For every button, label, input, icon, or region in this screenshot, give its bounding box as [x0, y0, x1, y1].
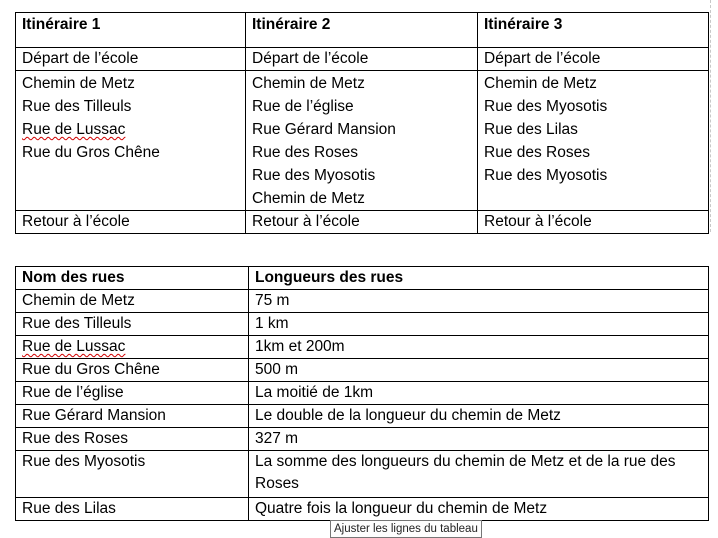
itineraries-route-row [16, 71, 709, 211]
itinerary-2-street: Rue de l’église [252, 98, 354, 115]
itinerary-2-street: Rue des Roses [252, 144, 358, 161]
table-row [16, 451, 709, 498]
street-length-header[interactable]: Longueurs des rues [249, 267, 709, 290]
itinerary-3-street: Chemin de Metz [484, 75, 597, 92]
itinerary-2-header[interactable]: Itinéraire 2 [246, 13, 478, 48]
table-row [16, 359, 709, 382]
table-row [16, 382, 709, 405]
street-name-cell[interactable]: Rue des Lilas [16, 498, 249, 521]
page-margin-guide [710, 0, 711, 232]
table-row [16, 290, 709, 313]
street-name-header[interactable]: Nom des rues [16, 267, 249, 290]
table-row [16, 313, 709, 336]
itinerary-3-route[interactable] [478, 71, 709, 211]
itineraries-start-row [16, 48, 709, 71]
itinerary-2-street: Chemin de Metz [252, 75, 365, 92]
street-name-cell[interactable] [16, 336, 249, 359]
table-row [16, 405, 709, 428]
itinerary-1-street: Rue du Gros Chêne [22, 144, 160, 161]
streets-header-row [16, 267, 709, 290]
itinerary-2-street: Rue Gérard Mansion [252, 121, 396, 138]
itinerary-3-street: Rue des Myosotis [484, 167, 608, 184]
street-name-cell[interactable]: Rue des Roses [16, 428, 249, 451]
table-row [16, 498, 709, 521]
itineraries-header-row [16, 13, 709, 48]
itinerary-3-start[interactable]: Départ de l’école [478, 48, 709, 71]
street-name-cell[interactable]: Rue de l’église [16, 382, 249, 405]
itinerary-3-street: Rue des Lilas [484, 121, 578, 138]
itineraries-end-row [16, 211, 709, 234]
itinerary-2-start[interactable]: Départ de l’école [246, 48, 478, 71]
street-name-cell[interactable]: Chemin de Metz [16, 290, 249, 313]
itineraries-table [15, 12, 709, 234]
itinerary-3-end[interactable]: Retour à l’école [478, 211, 709, 234]
itinerary-2-street: Rue des Myosotis [252, 167, 376, 184]
itinerary-3-header[interactable]: Itinéraire 3 [478, 13, 709, 48]
street-length-cell[interactable]: 1km et 200m [249, 336, 709, 359]
table-row [16, 428, 709, 451]
street-length-cell[interactable]: 327 m [249, 428, 709, 451]
adjust-table-rows-tooltip: Ajuster les lignes du tableau [330, 520, 482, 538]
itinerary-2-route[interactable] [246, 71, 478, 211]
street-name-cell[interactable]: Rue du Gros Chêne [16, 359, 249, 382]
itinerary-1-start[interactable]: Départ de l’école [16, 48, 246, 71]
street-lengths-table [15, 266, 709, 521]
street-length-cell[interactable]: La moitié de 1km [249, 382, 709, 405]
table-row [16, 336, 709, 359]
itinerary-3-street: Rue des Roses [484, 144, 590, 161]
itinerary-1-end[interactable]: Retour à l’école [16, 211, 246, 234]
street-name-cell[interactable]: Rue des Tilleuls [16, 313, 249, 336]
itinerary-2-end[interactable]: Retour à l’école [246, 211, 478, 234]
street-name-cell[interactable]: Rue des Myosotis [16, 451, 249, 498]
street-length-cell[interactable]: Quatre fois la longueur du chemin de Metz [249, 498, 709, 521]
itinerary-1-street: Rue de Lussac [22, 121, 126, 138]
itinerary-1-route[interactable] [16, 71, 246, 211]
street-length-cell[interactable]: 75 m [249, 290, 709, 313]
itinerary-3-street: Rue des Myosotis [484, 98, 608, 115]
itinerary-2-street: Chemin de Metz [252, 190, 365, 207]
itinerary-1-street: Rue des Tilleuls [22, 98, 132, 115]
street-name-text: Rue de Lussac [22, 338, 126, 355]
itinerary-1-street: Chemin de Metz [22, 75, 135, 92]
street-length-cell[interactable]: 500 m [249, 359, 709, 382]
street-length-cell[interactable]: La somme des longueurs du chemin de Metz et de la rue des Roses [249, 451, 709, 498]
street-length-cell[interactable]: Le double de la longueur du chemin de Metz [249, 405, 709, 428]
street-length-cell[interactable]: 1 km [249, 313, 709, 336]
street-name-cell[interactable]: Rue Gérard Mansion [16, 405, 249, 428]
itinerary-1-header[interactable]: Itinéraire 1 [16, 13, 246, 48]
